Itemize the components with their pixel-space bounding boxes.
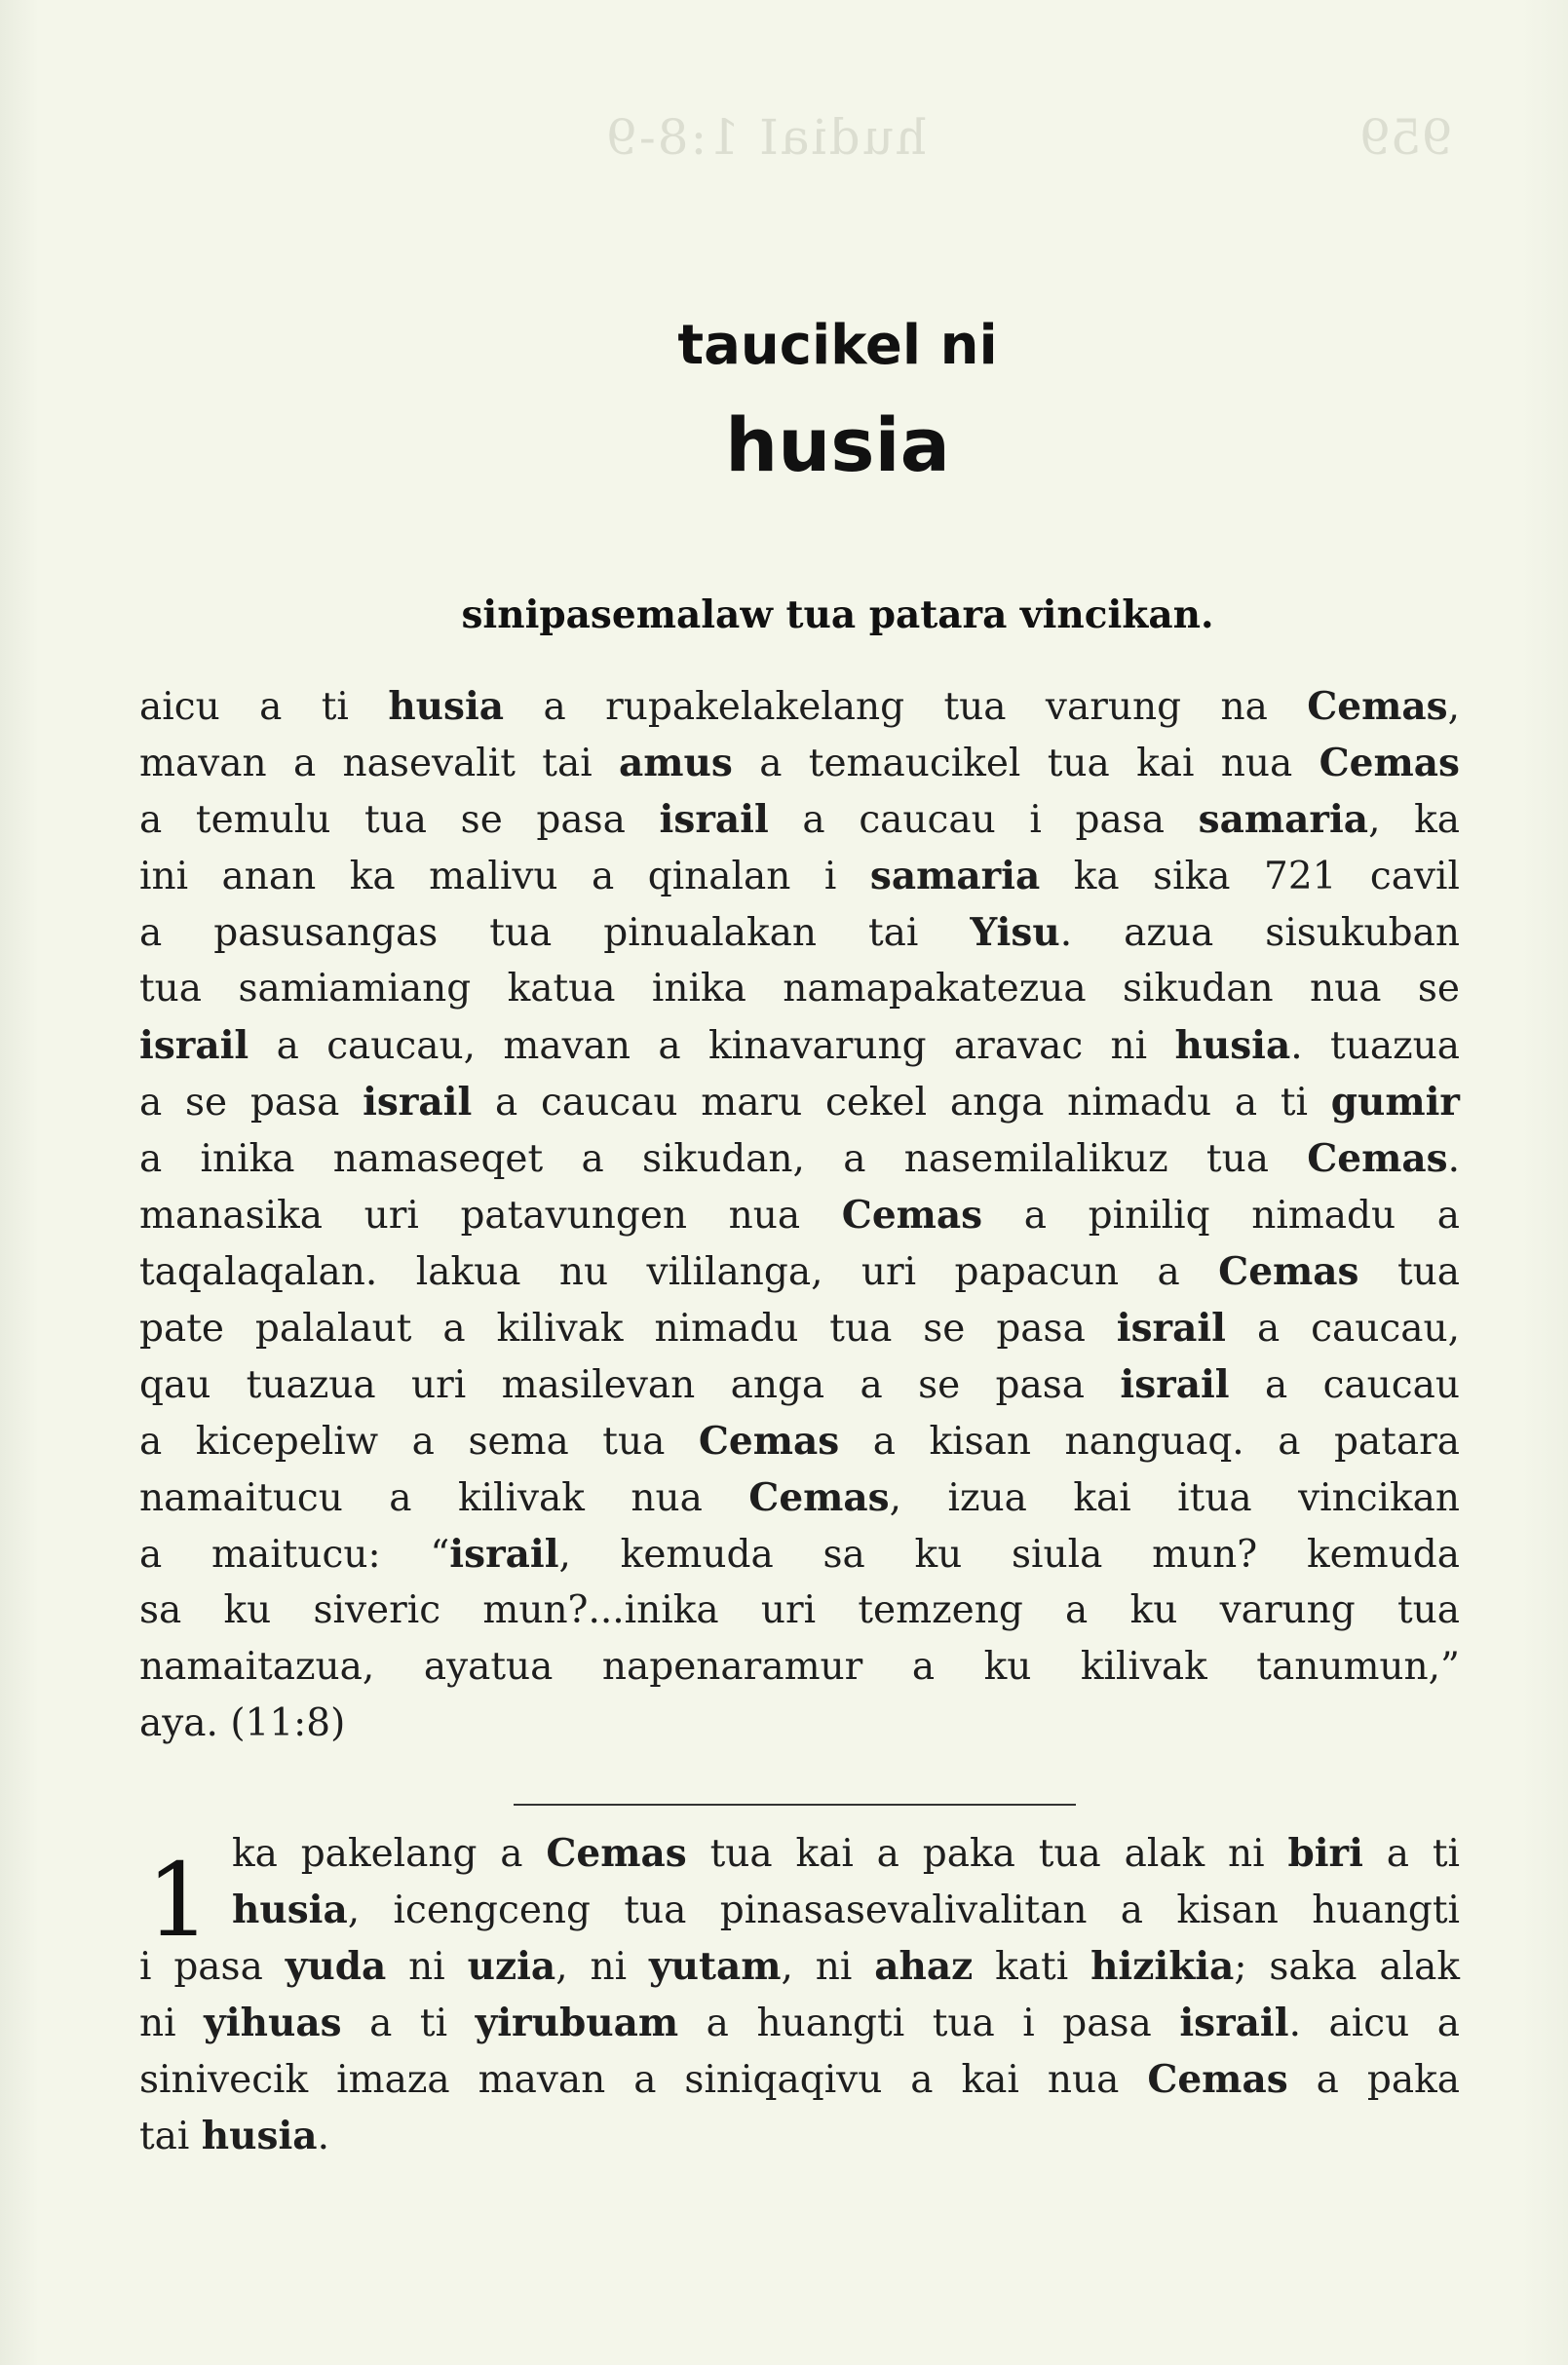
intro-line — [139, 678, 1460, 735]
chapter-paragraph — [139, 1825, 1460, 2164]
intro-line — [139, 848, 1460, 904]
text-run: a temulu tua se pasa — [139, 798, 660, 842]
title-prefix: taucikel ni — [677, 314, 998, 377]
bold-term: Cemas — [1218, 1249, 1359, 1294]
text-run: tua — [1358, 1250, 1460, 1294]
chapter-line — [139, 1995, 1460, 2051]
chapter-number: 1 — [146, 1841, 211, 1960]
text-run: a maitucu: “ — [139, 1533, 450, 1577]
book-subtitle: sinipasemalaw tua patara vincikan. — [461, 592, 1214, 637]
bold-term: husia — [388, 684, 505, 729]
bold-term: yuda — [285, 1944, 387, 1989]
intro-line — [139, 1017, 1460, 1074]
text-run: , ni — [781, 1945, 875, 1989]
bold-term: Cemas — [748, 1475, 890, 1520]
bold-term: husia — [1174, 1023, 1291, 1068]
bold-term: Cemas — [698, 1419, 840, 1464]
text-run: . — [317, 2115, 329, 2158]
text-run: tai — [139, 2115, 202, 2158]
text-run: ka sika 721 cavil — [1040, 855, 1461, 898]
bold-term: gumir — [1330, 1080, 1460, 1125]
text-run: , — [1447, 685, 1461, 729]
text-run: . — [1447, 1137, 1460, 1181]
bold-term: uzia — [467, 1944, 556, 1989]
text-run: qau tuazua uri masilevan anga a se pasa — [139, 1363, 1121, 1407]
text-run: . tuazua — [1290, 1024, 1460, 1068]
bold-term: israil — [1179, 2001, 1289, 2045]
bold-term: husia — [201, 2114, 318, 2158]
text-run: ka pakelang a — [232, 1832, 547, 1876]
intro-line — [139, 1074, 1460, 1130]
chapter-line — [139, 1938, 1460, 1995]
bold-term: Cemas — [1319, 741, 1460, 785]
text-run: a huangti tua i pasa — [678, 2002, 1180, 2045]
text-run: ini anan ka malivu a qinalan i — [139, 855, 870, 898]
text-run: a caucau maru cekel anga nimadu a ti — [472, 1081, 1331, 1125]
text-run: a piniliq nimadu a — [982, 1194, 1460, 1238]
bold-term: biri — [1287, 1831, 1363, 1876]
chapter-line — [139, 2108, 1460, 2164]
bold-term: Cemas — [546, 1831, 687, 1876]
chapter-line — [139, 2051, 1460, 2108]
intro-line — [139, 735, 1460, 791]
text-run: mavan a nasevalit tai — [139, 742, 619, 785]
text-run: a caucau, mavan a kinavarung aravac ni — [249, 1024, 1175, 1068]
text-run: . azua sisukuban — [1059, 911, 1461, 955]
text-run: sinivecik imaza mavan a siniqaqivu a kai nua — [139, 2058, 1148, 2102]
text-run: a caucau, — [1226, 1307, 1460, 1351]
bold-term: samaria — [869, 854, 1041, 898]
text-run: a se pasa — [139, 1081, 363, 1125]
intro-line — [139, 1526, 1460, 1583]
intro-line — [139, 1696, 1460, 1752]
text-run: aicu a ti — [139, 685, 389, 729]
text-run: a caucau — [1229, 1363, 1461, 1407]
text-run: tua kai a paka tua alak ni — [686, 1832, 1288, 1876]
text-run: . aicu a — [1288, 2002, 1460, 2045]
text-run: a ti — [1362, 1832, 1460, 1876]
text-run: a rupakelakelang tua varung na — [504, 685, 1308, 729]
bold-term: Cemas — [1307, 1136, 1448, 1181]
bold-term: israil — [659, 797, 769, 842]
bold-term: israil — [449, 1532, 559, 1577]
text-run: ni — [386, 1945, 468, 1989]
text-run: a pasusangas tua pinualakan tai — [139, 911, 971, 955]
bold-term: israil — [1116, 1306, 1227, 1351]
bleed-through-page-number: 959 — [1359, 109, 1453, 166]
text-run: , kemuda sa ku siula mun? kemuda — [558, 1533, 1460, 1577]
intro-line — [139, 1356, 1460, 1413]
text-run: namaitucu a kilivak nua — [139, 1476, 749, 1520]
intro-line — [139, 791, 1460, 848]
intro-line — [139, 904, 1460, 961]
bleed-through-header: hudiaI 1:8-9 — [604, 109, 928, 166]
text-run: a kicepeliw a sema tua — [139, 1420, 699, 1464]
text-run: , icengceng tua pinasasevalivalitan a kisan huangti — [347, 1888, 1460, 1932]
text-run: pate palalaut a kilivak nimadu tua se pasa — [139, 1307, 1117, 1351]
intro-line — [139, 1639, 1460, 1696]
bold-term: ahaz — [874, 1944, 974, 1989]
intro-line — [139, 1583, 1460, 1639]
text-run: a caucau i pasa — [768, 798, 1199, 842]
text-run: kati — [973, 1945, 1091, 1989]
intro-line — [139, 961, 1460, 1017]
text-run: a paka — [1287, 2058, 1460, 2102]
text-run: a kisan nanguaq. a patara — [839, 1420, 1460, 1464]
bold-term: Cemas — [1147, 2057, 1288, 2102]
intro-line — [139, 1130, 1460, 1187]
text-run: a temaucikel tua kai nua — [732, 742, 1319, 785]
bold-term: Yisu — [970, 910, 1060, 955]
bold-term: husia — [232, 1888, 348, 1932]
text-run: ni — [139, 2002, 205, 2045]
intro-line — [139, 1300, 1460, 1356]
text-run: manasika uri patavungen nua — [139, 1194, 842, 1238]
text-run: a ti — [341, 2002, 476, 2045]
bold-term: samaria — [1198, 797, 1369, 842]
text-run: , ka — [1368, 798, 1460, 842]
bold-term: yihuas — [204, 2001, 342, 2045]
text-run: i pasa — [139, 1945, 286, 1989]
chapter-line — [139, 1882, 1460, 1938]
bold-term: Cemas — [1307, 684, 1448, 729]
intro-line — [139, 1469, 1460, 1526]
intro-line — [139, 1413, 1460, 1469]
text-run: aya. (11:8) — [139, 1701, 346, 1745]
section-divider — [514, 1804, 1076, 1806]
bold-term: Cemas — [841, 1193, 983, 1238]
text-run: , ni — [555, 1945, 649, 1989]
bold-term: amus — [619, 741, 733, 785]
bold-term: israil — [1120, 1362, 1230, 1407]
bold-term: israil — [139, 1023, 249, 1068]
text-run: tua samiamiang katua inika namapakatezua sikudan nua se — [139, 967, 1460, 1011]
chapter-line — [139, 1825, 1460, 1882]
text-run: , izua kai itua vincikan — [889, 1476, 1461, 1520]
introduction-paragraph — [139, 678, 1460, 1752]
intro-line — [139, 1187, 1460, 1243]
text-run: a inika namaseqet a sikudan, a nasemilalikuz tua — [139, 1137, 1308, 1181]
text-run: ; saka alak — [1234, 1945, 1460, 1989]
book-title: husia — [725, 401, 950, 488]
text-run: sa ku siveric mun?...inika uri temzeng a ku varung tua — [139, 1588, 1460, 1632]
bold-term: israil — [363, 1080, 473, 1125]
intro-line — [139, 1243, 1460, 1300]
bold-term: yutam — [648, 1944, 782, 1989]
text-run: namaitazua, ayatua napenaramur a ku kilivak tanumun,” — [139, 1645, 1460, 1689]
bold-term: hizikia — [1090, 1944, 1235, 1989]
bold-term: yirubuam — [475, 2001, 679, 2045]
text-run: taqalaqalan. lakua nu vililanga, uri papacun a — [139, 1250, 1219, 1294]
